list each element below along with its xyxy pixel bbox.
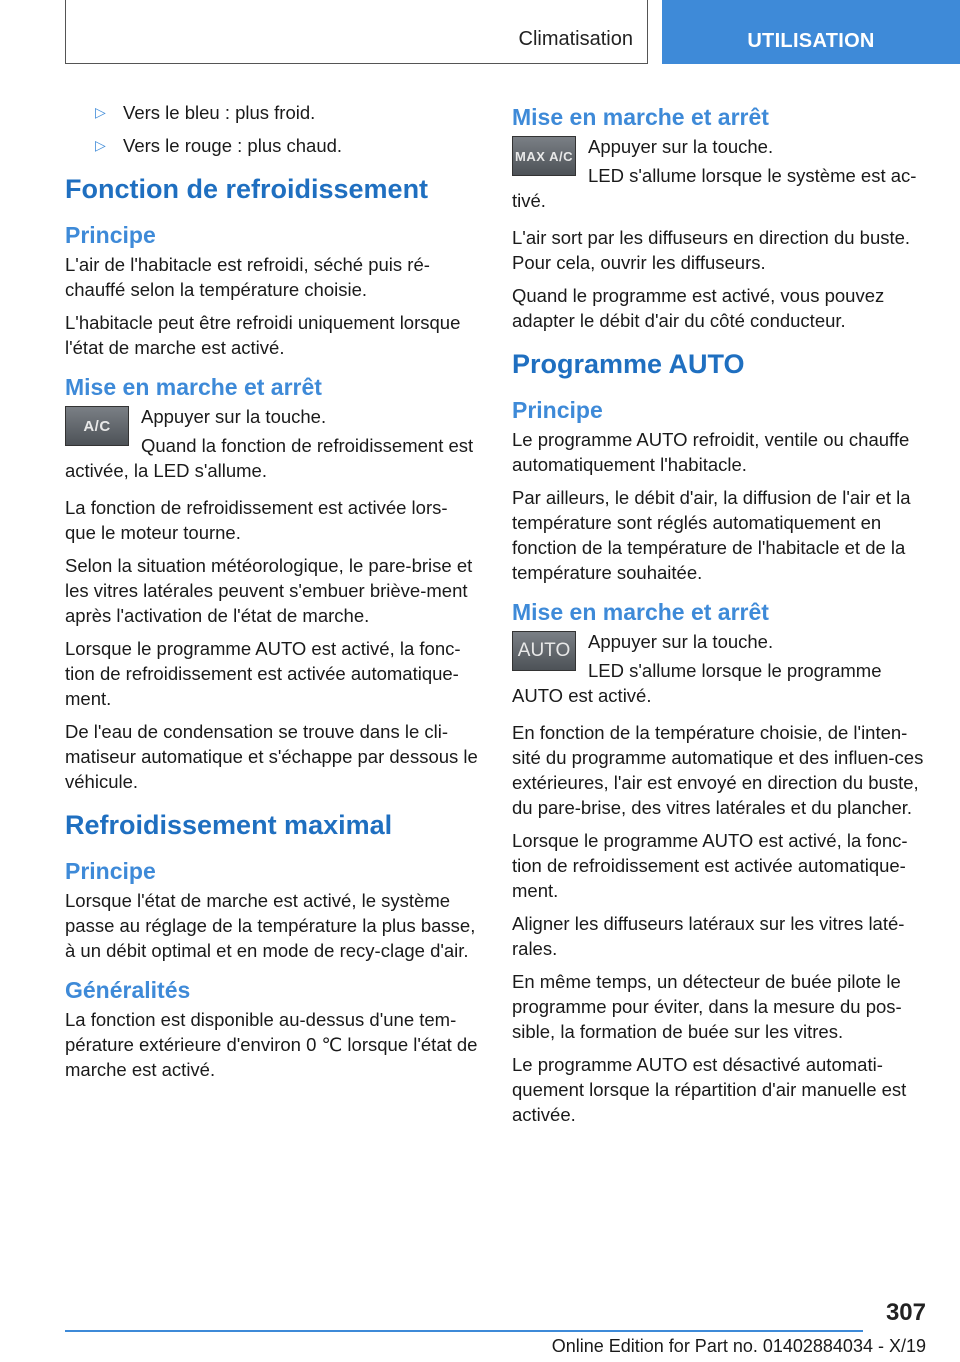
paragraph: Appuyer sur la touche. xyxy=(141,406,327,427)
right-column xyxy=(512,100,925,1135)
paragraph: Quand la fonction de refroidissement est activée, la LED s'allume. xyxy=(65,435,474,481)
button-instruction xyxy=(512,134,925,217)
paragraph: En même temps, un détecteur de buée pilote le programme pour éviter, dans la mesure du pos-sible, la formation de buée sur les vitres. xyxy=(512,971,902,1042)
subheading-mise-en-marche: Mise en marche et arrêt xyxy=(65,374,322,400)
auto-button-icon: AUTO xyxy=(512,631,576,671)
paragraph: Le programme AUTO est désactivé automati-quement lorsque la répartition d'air manuelle est activée. xyxy=(512,1054,907,1125)
paragraph: Lorsque le programme AUTO est activé, la fonc-tion de refroidissement est activée automatique-ment. xyxy=(65,638,461,709)
paragraph: Appuyer sur la touche. xyxy=(588,136,774,157)
paragraph: Selon la situation météorologique, le pare-brise et les vitres latérales peuvent s'embuer briève-ment après l'activation de l'état de marche. xyxy=(65,555,473,626)
triangle-right-icon: ▷ xyxy=(95,137,106,153)
list-item: ▷ Vers le rouge : plus chaud. xyxy=(95,135,343,156)
subheading-mise-en-marche: Mise en marche et arrêt xyxy=(512,104,769,130)
paragraph: La fonction de refroidissement est activée lors-que le moteur tourne. xyxy=(65,497,448,543)
paragraph: L'habitacle peut être refroidi uniquement lorsque l'état de marche est activé. xyxy=(65,312,461,358)
paragraph: LED s'allume lorsque le programme AUTO est activé. xyxy=(512,660,882,706)
subheading-mise-en-marche: Mise en marche et arrêt xyxy=(512,599,769,625)
section-heading-refroidissement: Fonction de refroidissement xyxy=(65,174,429,204)
page-number: 307 xyxy=(885,1299,926,1326)
subheading-generalites: Généralités xyxy=(65,977,191,1003)
footer-divider xyxy=(65,1330,863,1332)
paragraph: Quand le programme est activé, vous pouvez adapter le débit d'air du côté conducteur. xyxy=(512,285,885,331)
paragraph: Lorsque l'état de marche est activé, le système passe au réglage de la température la plus basse, à un débit optimal et en mode de recy-clage d'air. xyxy=(65,890,476,961)
header-chapter-tab: UTILISATION xyxy=(662,0,960,64)
paragraph: Aligner les diffuseurs latéraux sur les vitres laté-rales. xyxy=(512,913,905,959)
paragraph: LED s'allume lorsque le système est ac-tivé. xyxy=(512,165,917,211)
triangle-right-icon: ▷ xyxy=(95,104,106,120)
subheading-principe: Principe xyxy=(65,222,156,248)
header-section-title: Climatisation xyxy=(518,28,633,50)
paragraph: Par ailleurs, le débit d'air, la diffusion de l'air et la température sont réglés automatiquement en fonction de la température de l'habitacle et de la température souhaitée. xyxy=(512,487,911,583)
paragraph: De l'eau de condensation se trouve dans le cli-matiseur automatique et s'échappe par dessous le véhicule. xyxy=(65,721,478,792)
section-heading-programme-auto: Programme AUTO xyxy=(512,349,745,379)
ac-button-icon: A/C xyxy=(65,406,129,446)
paragraph: Appuyer sur la touche. xyxy=(588,631,774,652)
paragraph: L'air sort par les diffuseurs en direction du buste. Pour cela, ouvrir les diffuseurs. xyxy=(512,227,911,273)
arrow-list xyxy=(65,100,478,158)
paragraph: En fonction de la température choisie, de l'inten-sité du programme automatique et des influen-ces extérieures, l'air est envoyé en direction du buste, du pare-brise, des vitres latérales et du plancher. xyxy=(512,722,924,818)
header-section-box xyxy=(65,0,648,64)
button-instruction xyxy=(65,404,478,487)
section-heading-refroidissement-maximal: Refroidissement maximal xyxy=(65,810,393,840)
list-item: ▷ Vers le bleu : plus froid. xyxy=(95,102,316,123)
paragraph: L'air de l'habitacle est refroidi, séché puis ré-chauffé selon la température choisie. xyxy=(65,254,430,300)
footer-edition: Online Edition for Part no. 01402884034 - X/19 xyxy=(551,1336,926,1356)
left-column xyxy=(65,100,478,1090)
paragraph: La fonction est disponible au-dessus d'une tem-pérature extérieure d'environ 0 ℃ lorsque l'état de marche est activé. xyxy=(65,1009,478,1080)
button-instruction xyxy=(512,629,925,712)
max-ac-button-icon: MAX A/C xyxy=(512,136,576,176)
paragraph: Le programme AUTO refroidit, ventile ou chauffe automatiquement l'habitacle. xyxy=(512,429,910,475)
paragraph: Lorsque le programme AUTO est activé, la fonc-tion de refroidissement est activée automatique-ment. xyxy=(512,830,908,901)
subheading-principe: Principe xyxy=(512,397,603,423)
subheading-principe: Principe xyxy=(65,858,156,884)
